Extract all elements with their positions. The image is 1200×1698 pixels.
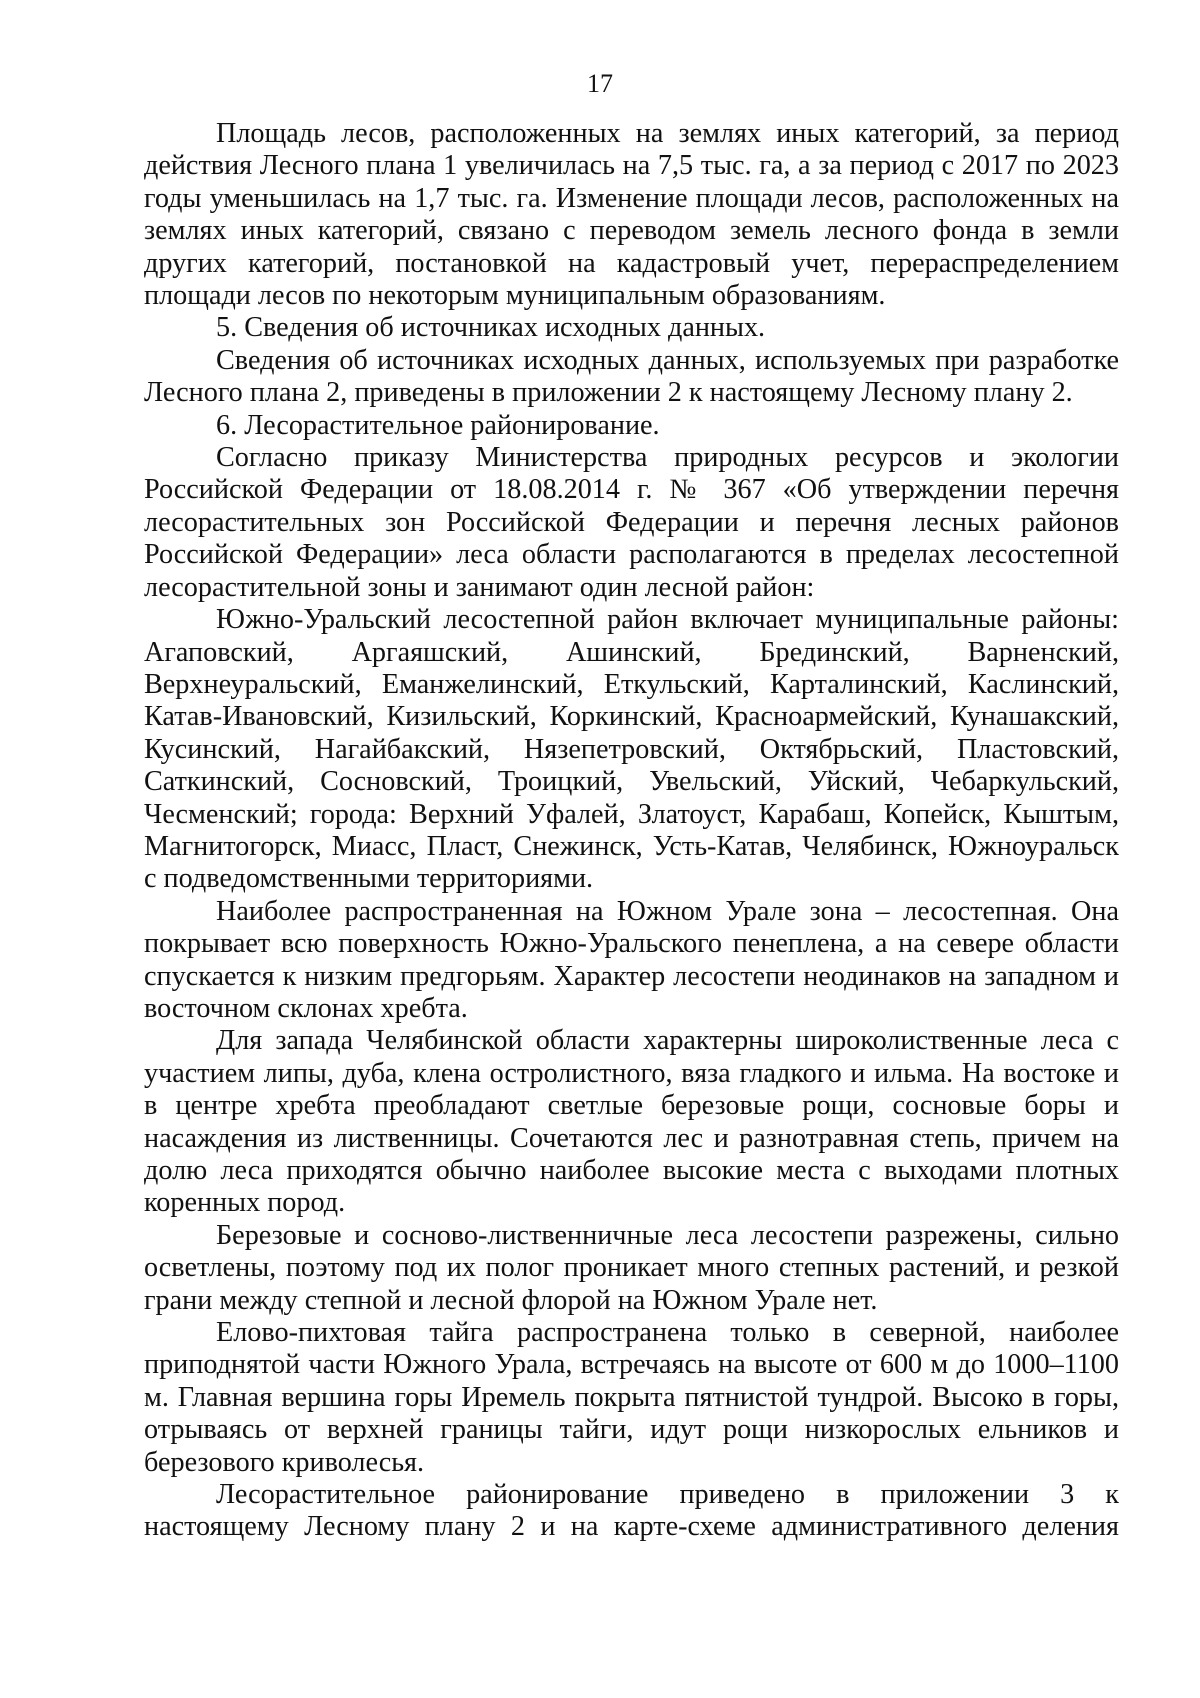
paragraph-zoning-appendix: Лесорастительное районирование приведено в приложении 3 к настоящему Лесному плану 2 и на карте-схеме административного деления	[144, 1479, 1119, 1543]
paragraph-forest-area-change: Площадь лесов, расположенных на землях иных категорий, за период действия Лесного плана 1 увеличилась на 7,5 тыс. га, а за период с 2017 по 2023 годы уменьшилась на 1,7 тыс. га. Изменение площади лесов, расположенных на землях иных категорий, связано с переводом земель лесного фонда в земли других категорий, постановкой на кадастровый учет, перераспределением площади лесов по некоторым муниципальным образованиям.	[144, 118, 1119, 312]
document-body	[144, 118, 1119, 1544]
paragraph-forest-steppe-zone: Наиболее распространенная на Южном Урале зона – лесостепная. Она покрывает всю поверхность Южно-Уральского пенеплена, а на севере области спускается к низким предгорьям. Характер лесостепи неодинаков на западном и восточном склонах хребта.	[144, 895, 1119, 1024]
paragraph-taiga: Елово-пихтовая тайга распространена только в северной, наиболее приподнятой части Южного Урала, встречаясь на высоте от 600 м до 1000–1100 м. Главная вершина горы Иремель покрыта пятнистой тундрой. Высоко в горы, отрываясь от верхней границы тайги, идут рощи низкорослых ельников и березового криволесья.	[144, 1317, 1119, 1478]
paragraph-forest-district: Южно-Уральский лесостепной район включает муниципальные районы: Агаповский, Аргаяшский, Ашинский, Брединский, Варненский, Верхнеуральский, Еманжелинский, Еткульский, Карталинский, Каслинский, Катав-Ивановский, Кизильский, Коркинский, Красноармейский, Кунашакский, Кусинский, Нагайбакский, Нязепетровский, Октябрьский, Пластовский, Саткинский, Сосновский, Троицкий, Увельский, Уйский, Чебаркульский, Чесменский; города: Верхний Уфалей, Златоуст, Карабаш, Копейск, Кыштым, Магнитогорск, Миасс, Пласт, Снежинск, Усть-Катав, Челябинск, Южноуральск с подведомственными территориями.	[144, 604, 1119, 895]
section-heading-data-sources: 5. Сведения об источниках исходных данных.	[216, 312, 766, 344]
paragraph-western-forests: Для запада Челябинской области характерны широколиственные леса с участием липы, дуба, клена остролистного, вяза гладкого и ильма. На востоке и в центре хребта преобладают светлые березовые рощи, сосновые боры и насаждения из лиственницы. Сочетаются лес и разнотравная степь, причем на долю леса приходятся обычно наиболее высокие места с выходами плотных коренных пород.	[144, 1025, 1119, 1219]
page-number: 17	[587, 69, 613, 98]
paragraph-ministry-order: Согласно приказу Министерства природных ресурсов и экологии Российской Федерации от 18.08.2014 г. № 367 «Об утверждении перечня лесорастительных зон Российской Федерации и перечня лесных районов Российской Федерации» леса области располагаются в пределах лесостепной лесорастительной зоны и занимают один лесной район:	[144, 442, 1119, 603]
paragraph-birch-pine-forests: Березовые и сосново-лиственничные леса лесостепи разрежены, сильно осветлены, поэтому под их полог проникает много степных растений, и резкой грани между степной и лесной флорой на Южном Урале нет.	[144, 1219, 1119, 1316]
section-heading-zoning: 6. Лесорастительное районирование.	[216, 409, 660, 441]
paragraph-data-sources: Сведения об источниках исходных данных, используемых при разработке Лесного плана 2, приведены в приложении 2 к настоящему Лесному плану 2.	[144, 344, 1119, 409]
